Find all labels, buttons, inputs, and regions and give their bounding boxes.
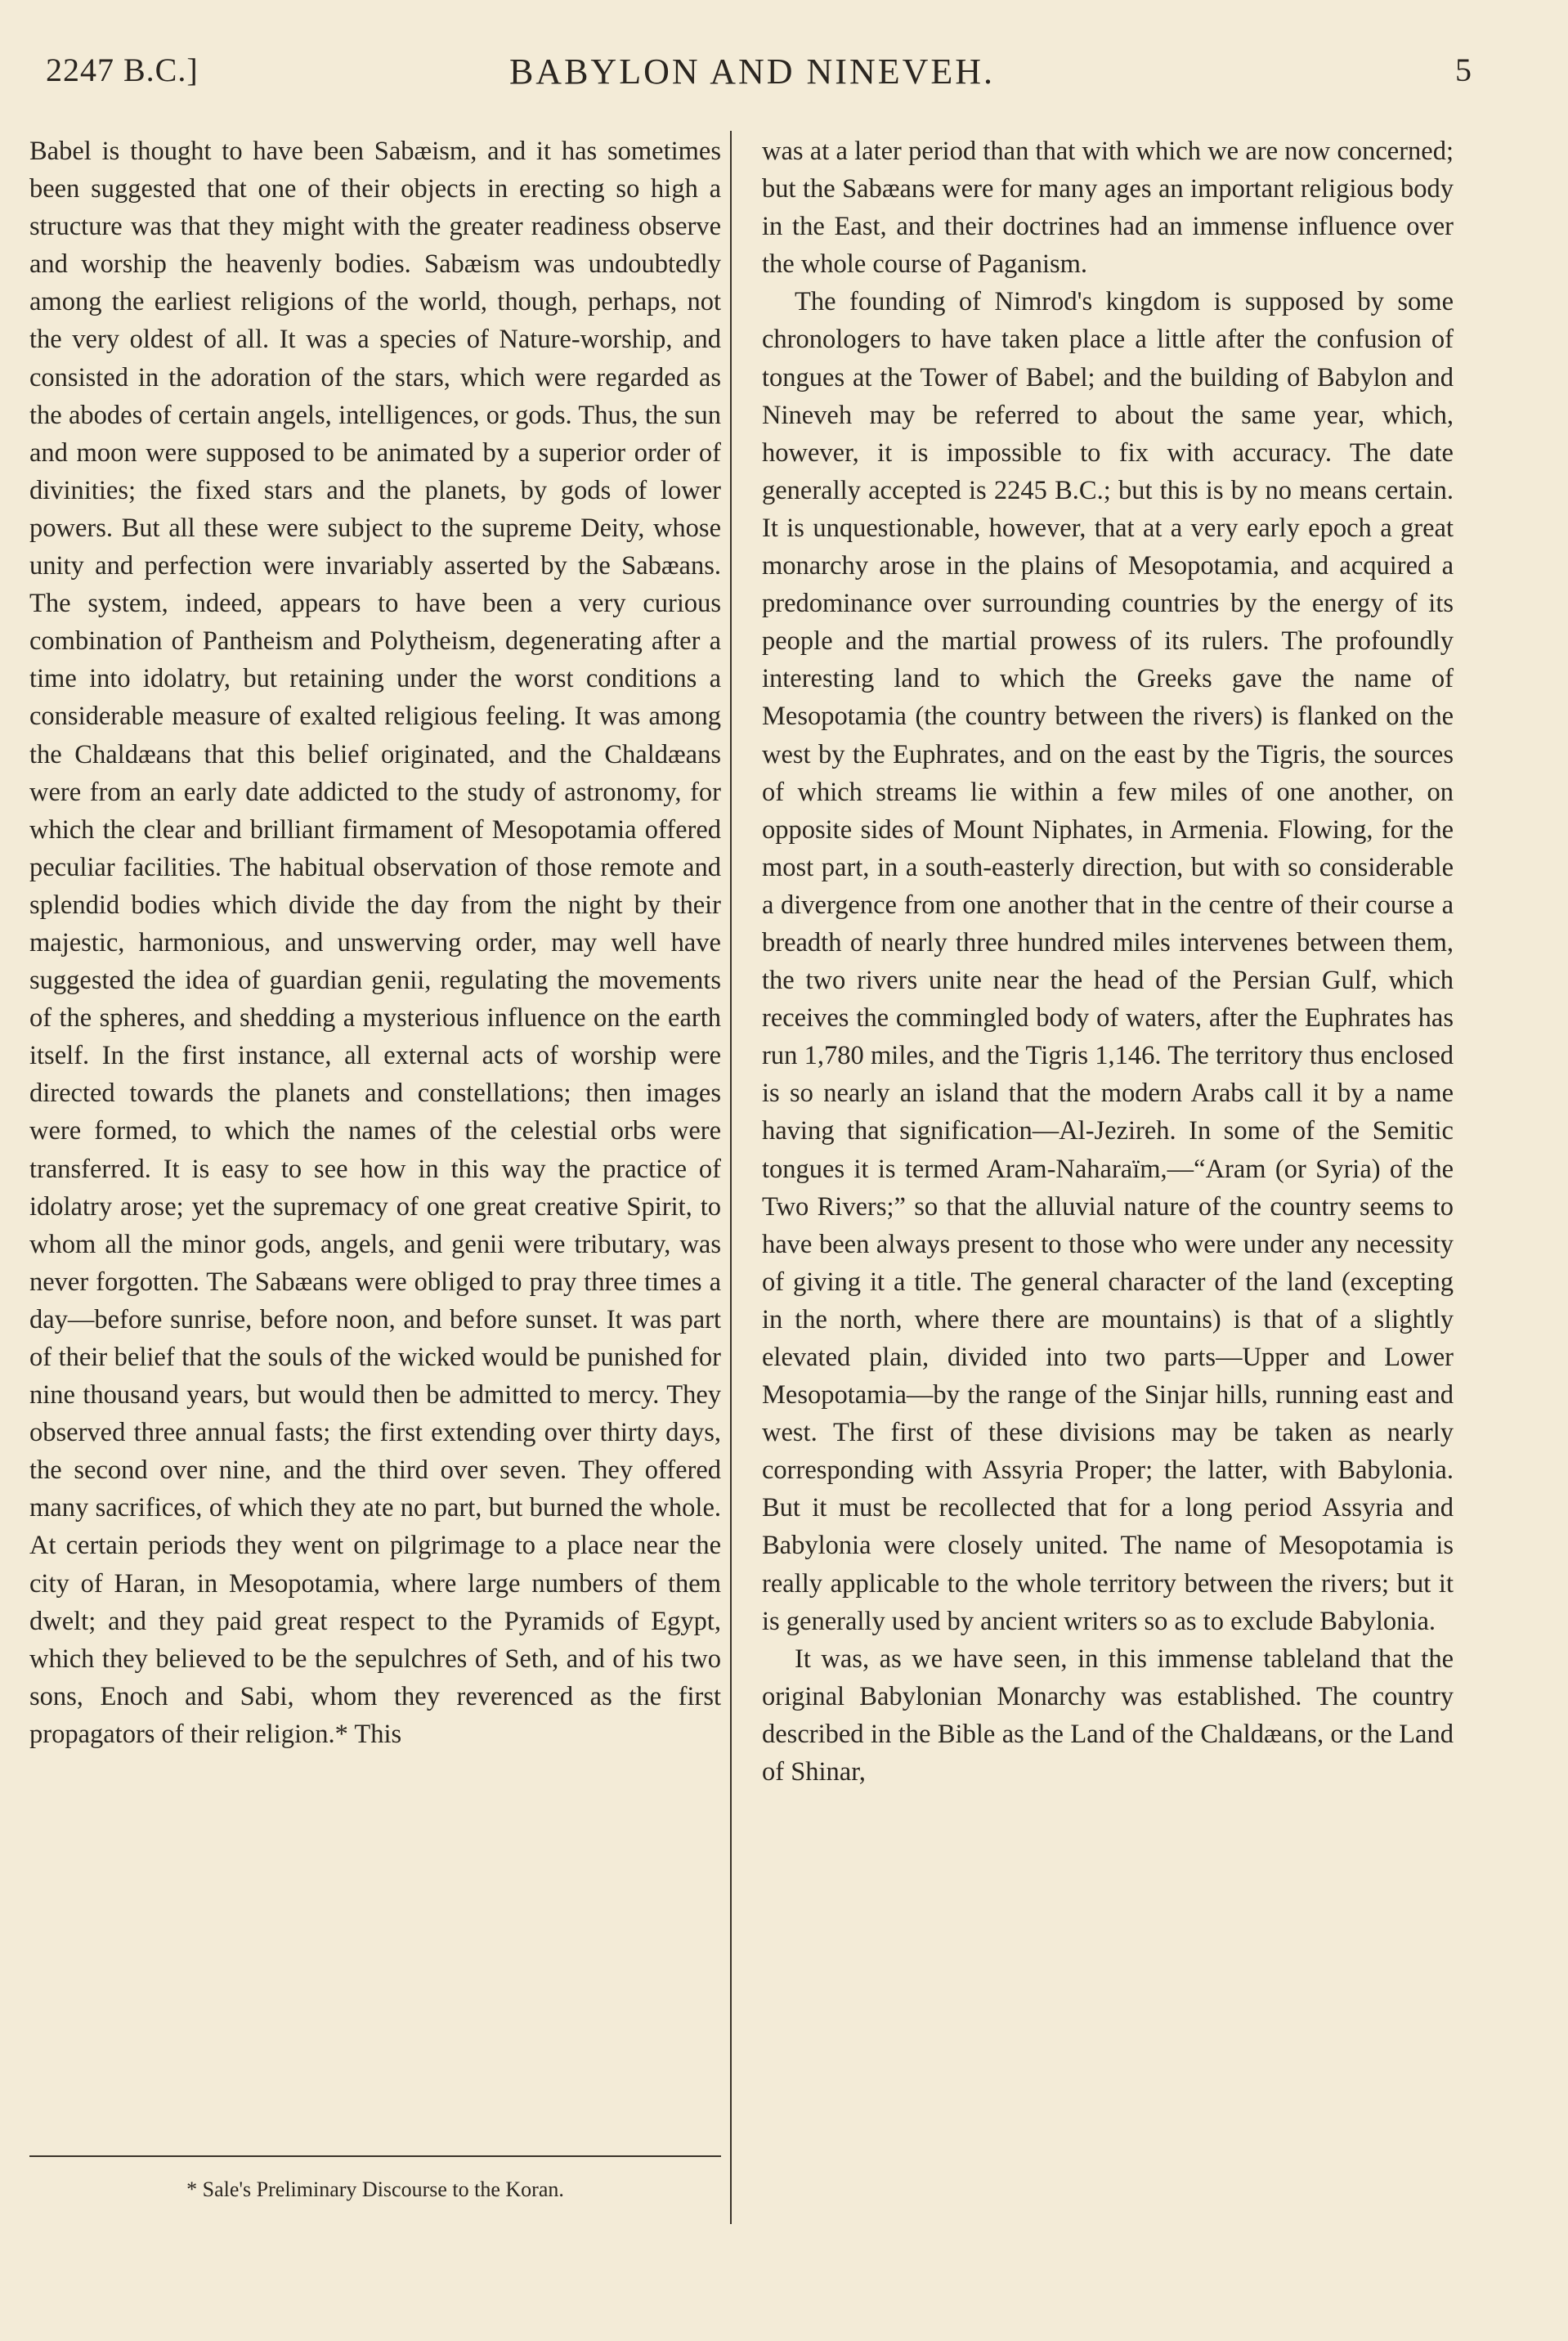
left-paragraph-1: Babel is thought to have been Sabæism, and it has sometimes been suggested that one of their objects in erecting so high a structure was that they might with the greater readiness observe and worship the heavenly bodies. Sabæism was undoubtedly among the earliest religions of the world, though, perhaps, not the very oldest of all. It was a species of Nature-worship, and consisted in the adoration of the stars, which were regarded as the abodes of certain angels, intelligences, or gods. Thus, the sun and moon were supposed to be animated by a superior order of divinities; the fixed stars and the planets, by gods of lower powers. But all these were subject to the supreme Deity, whose unity and perfection were invariably asserted by the Sabæans. The system, indeed, appears to have been a very curious combination of Pantheism and Polytheism, degenerating after a time into idolatry, but retaining under the worst conditions a considerable measure of exalted religious feeling. It was among the Chaldæans that this belief originated, and the Chaldæans were from an early date addicted to the study of astronomy, for which the clear and brilliant firmament of Mesopotamia offered peculiar facilities. The habitual observation of those remote and splendid bodies which divide the day from the night by their majestic, harmonious, and unswerving order, may well have suggested the idea of guardian genii, regulating the movements of the spheres, and shedding a mysterious influence on the earth itself. In the first instance, all external acts of worship were directed towards the planets and constellations; then images were formed, to which the names of the celestial orbs were transferred. It is easy to see how in this way the practice of idolatry arose; yet the supremacy of one great creative Spirit, to whom all the minor gods, angels, and genii were tributary, was never forgotten. The Sabæans were obliged to pray three times a day—before sunrise, before noon, and before sunset. It was part of their belief that the souls of the wicked would be punished for nine thousand years, but would then be admitted to mercy. They observed three annual fasts; the first extending over thirty days, the second over nine, and the third over seven. They offered many sacrifices, of which they ate no part, but burned the whole. At certain periods they went on pilgrimage to a place near the city of Haran, in Mesopotamia, where large numbers of them dwelt; and they paid great respect to the Pyramids of Egypt, which they believed to be the sepulchres of Seth, and of his two sons, Enoch and Sabi, whom they reverenced as the first propagators of their religion.* This (29, 137, 721, 1749)
page-number: 5 (1455, 52, 1472, 88)
right-paragraph-2: The founding of Nimrod's kingdom is supposed by some chronologers to have taken place a little after the confusion of tongues at the Tower of Babel; and the building of Babylon and Nineveh may be referred to about the same year, which, however, it is impossible to fix with accuracy. The date generally accepted is 2245 B.C.; but this is by no means certain. It is unquestionable, however, that at a very early epoch a great monarchy arose in the plains of Mesopotamia, and acquired a predominance over surrounding countries by the energy of its people and the martial prowess of its rulers. The profoundly interesting land to which the Greeks gave the name of Mesopotamia (the country between the rivers) is flanked on the west by the Euphrates, and on the east by the Tigris, the sources of which streams lie within a few miles of one another, on opposite sides of Mount Niphates, in Armenia. Flowing, for the most part, in a south-easterly direction, but with so considerable a divergence from one another that in the centre of their course a breadth of nearly three hundred miles intervenes between them, the two rivers unite near the head of the Persian Gulf, which receives the commingled body of waters, after the Euphrates has run 1,780 miles, and the Tigris 1,146. The territory thus enclosed is so nearly an island that the modern Arabs call it by a name having that signification—Al-Jezireh. In some of the Semitic tongues it is termed Aram-Naharaïm,—“Aram (or Syria) of the Two Rivers;” so that the alluvial nature of the country seems to have been always present to those who were under any necessity of giving it a title. The general character of the land (excepting in the north, where there are mountains) is that of a slightly elevated plain, divided into two parts—Upper and Lower Mesopotamia—by the range of the Sinjar hills, running east and west. The first of these divisions may be taken as nearly corresponding with Assyria Proper; the latter, with Babylonia. But it must be recollected that for a long period Assyria and Babylonia were closely united. The name of Mesopotamia is really applicable to the whole territory between the rivers; but it is generally used by ancient writers so as to exclude Babylonia. (762, 287, 1454, 1636)
footnote-rule (29, 2155, 721, 2157)
running-title: BABYLON AND NINEVEH. (508, 52, 996, 92)
left-column (29, 132, 721, 1753)
right-paragraph-1: was at a later period than that with which we are now concerned; but the Sabæans were for many ages an important religious body in the East, and their doctrines had an immense influence over the whole course of Paganism. (762, 137, 1454, 280)
right-column (762, 132, 1454, 1791)
footnote: * Sale's Preliminary Discourse to the Koran. (186, 2177, 564, 2201)
column-divider (730, 131, 732, 2224)
header-date: 2247 B.C.] (46, 52, 199, 88)
right-paragraph-3: It was, as we have seen, in this immense tableland that the original Babylonian Monarchy was established. The country described in the Bible as the Land of the Chaldæans, or the Land of Shinar, (762, 1644, 1454, 1787)
page-header (33, 51, 1472, 100)
